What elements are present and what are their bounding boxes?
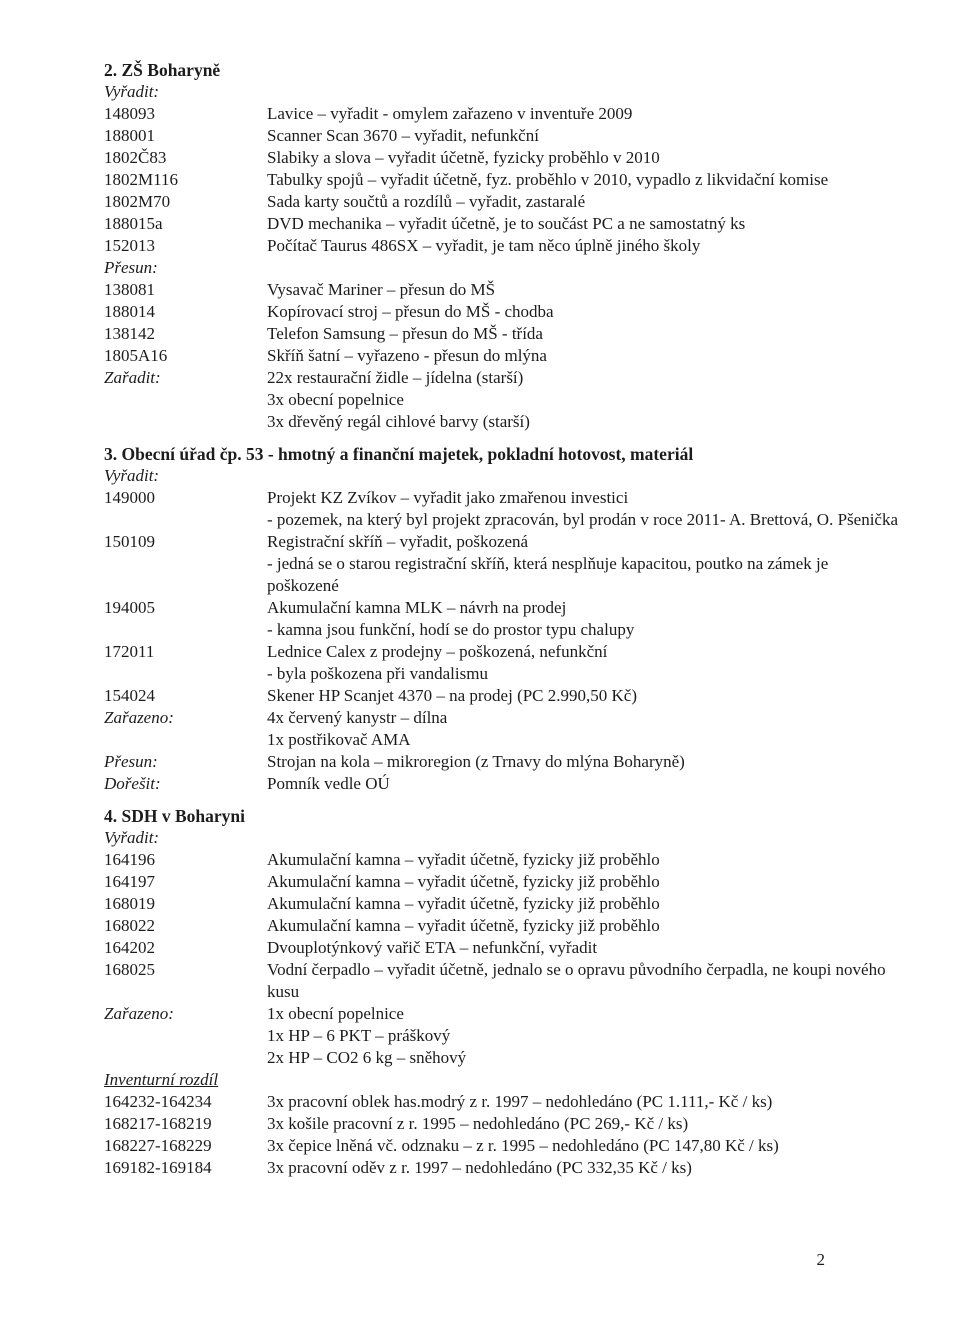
item-description: - kamna jsou funkční, hodí se do prostor typu chalupy	[267, 620, 635, 639]
item-description: 1x HP – 6 PKT – práškový	[267, 1026, 451, 1045]
inventory-row	[104, 323, 904, 345]
item-description: Telefon Samsung – přesun do MŠ - třída	[267, 324, 543, 343]
item-code: 154024	[104, 686, 155, 705]
inventory-row	[104, 827, 904, 849]
inventory-row	[104, 619, 904, 641]
item-description: Kopírovací stroj – přesun do MŠ - chodba	[267, 302, 554, 321]
item-code: 148093	[104, 104, 155, 123]
row-label: Přesun:	[104, 258, 158, 277]
item-description: Lednice Calex z prodejny – poškozená, nefunkční	[267, 642, 608, 661]
item-code: 188001	[104, 126, 155, 145]
item-code: 172011	[104, 642, 155, 661]
section-heading: 2. ZŠ Boharyně	[104, 60, 221, 80]
inventory-row	[104, 849, 904, 871]
row-label: Dořešit:	[104, 774, 161, 793]
item-description: Sada karty součtů a rozdílů – vyřadit, zastaralé	[267, 192, 586, 211]
item-code: 1802M70	[104, 192, 171, 211]
inventory-row	[104, 367, 904, 389]
item-description: Strojan na kola – mikroregion (z Trnavy do mlýna Boharyně)	[267, 752, 685, 771]
item-code: 149000	[104, 488, 155, 507]
item-description: - jedná se o starou registrační skříň, která nesplňuje kapacitou, poutko na zámek je poškozené	[267, 554, 829, 595]
inventory-row	[104, 531, 904, 553]
item-description: Dvouplotýnkový vařič ETA – nefunkční, vyřadit	[267, 938, 598, 957]
item-code: 152013	[104, 236, 155, 255]
item-code: 168019	[104, 894, 155, 913]
item-code	[104, 1025, 267, 1047]
inventory-row	[104, 1047, 904, 1069]
item-description: Lavice – vyřadit - omylem zařazeno v inventuře 2009	[267, 104, 633, 123]
item-description: Scanner Scan 3670 – vyřadit, nefunkční	[267, 126, 539, 145]
inventory-row	[104, 773, 904, 795]
inventory-row	[104, 81, 904, 103]
item-description: Skříň šatní – vyřazeno - přesun do mlýna	[267, 346, 547, 365]
inventory-row	[104, 959, 904, 1003]
inventory-row	[104, 663, 904, 685]
row-label: Zařadit:	[104, 368, 161, 387]
row-label: Přesun:	[104, 752, 158, 771]
inventory-row	[104, 641, 904, 663]
row-label: Inventurní rozdíl	[104, 1070, 219, 1089]
page-number: 2	[816, 1250, 825, 1269]
item-code	[104, 411, 267, 433]
document-content	[104, 59, 904, 1189]
item-code: 168227-168229	[104, 1136, 212, 1155]
item-code	[104, 619, 267, 641]
item-description: - byla poškozena při vandalismu	[267, 664, 488, 683]
section	[104, 805, 904, 1179]
item-code: 1805A16	[104, 346, 168, 365]
item-code: 1802M116	[104, 170, 178, 189]
item-description: 3x košile pracovní z r. 1995 – nedohledáno (PC 269,- Kč / ks)	[267, 1114, 689, 1133]
item-description: Vodní čerpadlo – vyřadit účetně, jednalo se o opravu původního čerpadla, ne koupi nového kusu	[267, 960, 886, 1001]
item-code: 138142	[104, 324, 155, 343]
inventory-row	[104, 213, 904, 235]
item-description: Akumulační kamna – vyřadit účetně, fyzicky již proběhlo	[267, 872, 660, 891]
section	[104, 443, 904, 795]
item-code: 188014	[104, 302, 155, 321]
item-description: Tabulky spojů – vyřadit účetně, fyz. proběhlo v 2010, vypadlo z likvidační komise	[267, 170, 829, 189]
inventory-row	[104, 1113, 904, 1135]
item-description: Vysavač Mariner – přesun do MŠ	[267, 280, 496, 299]
item-description: 3x obecní popelnice	[267, 390, 404, 409]
inventory-row	[104, 147, 904, 169]
inventory-row	[104, 509, 904, 531]
section-heading: 4. SDH v Boharyni	[104, 806, 245, 826]
inventory-row	[104, 411, 904, 433]
inventory-row	[104, 169, 904, 191]
item-code: 194005	[104, 598, 155, 617]
item-description: Akumulační kamna MLK – návrh na prodej	[267, 598, 567, 617]
item-description: 3x pracovní oblek has.modrý z r. 1997 – nedohledáno (PC 1.111,- Kč / ks)	[267, 1092, 773, 1111]
item-code: 168025	[104, 960, 155, 979]
item-code	[104, 663, 267, 685]
inventory-row	[104, 1025, 904, 1047]
inventory-row	[104, 389, 904, 411]
inventory-row	[104, 1157, 904, 1179]
inventory-row	[104, 235, 904, 257]
item-description	[267, 257, 904, 279]
item-code: 169182-169184	[104, 1158, 212, 1177]
item-description: - pozemek, na který byl projekt zpracován, byl prodán v roce 2011- A. Brettová, O. Pšenička	[267, 510, 899, 529]
item-description: 1x obecní popelnice	[267, 1004, 404, 1023]
item-description: Slabiky a slova – vyřadit účetně, fyzicky proběhlo v 2010	[267, 148, 660, 167]
item-description: 3x pracovní oděv z r. 1997 – nedohledáno (PC 332,35 Kč / ks)	[267, 1158, 692, 1177]
item-description: DVD mechanika – vyřadit účetně, je to součást PC a ne samostatný ks	[267, 214, 746, 233]
item-description: 1x postřikovač AMA	[267, 730, 411, 749]
item-code: 164196	[104, 850, 155, 869]
item-code: 188015a	[104, 214, 163, 233]
item-description: Počítač Taurus 486SX – vyřadit, je tam něco úplně jiného školy	[267, 236, 701, 255]
item-description: Registrační skříň – vyřadit, poškozená	[267, 532, 529, 551]
item-code	[104, 509, 267, 531]
item-code	[104, 1047, 267, 1069]
inventory-row	[104, 871, 904, 893]
inventory-row	[104, 751, 904, 773]
item-code: 168022	[104, 916, 155, 935]
inventory-row	[104, 893, 904, 915]
item-description: 2x HP – CO2 6 kg – sněhový	[267, 1048, 467, 1067]
inventory-row	[104, 345, 904, 367]
item-code: 164232-164234	[104, 1092, 212, 1111]
inventory-row	[104, 103, 904, 125]
item-code: 168217-168219	[104, 1114, 212, 1133]
inventory-row	[104, 191, 904, 213]
inventory-row	[104, 257, 904, 279]
item-description: Skener HP Scanjet 4370 – na prodej (PC 2.990,50 Kč)	[267, 686, 638, 705]
row-label: Zařazeno:	[104, 708, 174, 727]
inventory-row	[104, 707, 904, 729]
row-label: Vyřadit:	[104, 828, 160, 847]
inventory-row	[104, 1003, 904, 1025]
item-description: Akumulační kamna – vyřadit účetně, fyzicky již proběhlo	[267, 916, 660, 935]
inventory-row	[104, 915, 904, 937]
item-description	[267, 81, 904, 103]
item-code: 164202	[104, 938, 155, 957]
inventory-row	[104, 553, 904, 597]
item-code	[104, 729, 267, 751]
inventory-row	[104, 1135, 904, 1157]
section	[104, 59, 904, 433]
item-description	[267, 1069, 904, 1091]
inventory-row	[104, 1069, 904, 1091]
item-description: 4x červený kanystr – dílna	[267, 708, 448, 727]
inventory-row	[104, 301, 904, 323]
item-code: 150109	[104, 532, 155, 551]
inventory-row	[104, 937, 904, 959]
item-code	[104, 389, 267, 411]
inventory-row	[104, 685, 904, 707]
inventory-row	[104, 1091, 904, 1113]
item-description: Akumulační kamna – vyřadit účetně, fyzicky již proběhlo	[267, 894, 660, 913]
item-description: 22x restaurační židle – jídelna (starší)	[267, 368, 524, 387]
item-code	[104, 553, 267, 597]
item-description: Projekt KZ Zvíkov – vyřadit jako zmařenou investici	[267, 488, 629, 507]
row-label: Zařazeno:	[104, 1004, 174, 1023]
inventory-row	[104, 487, 904, 509]
inventory-row	[104, 729, 904, 751]
inventory-row	[104, 465, 904, 487]
item-description: 3x čepice lněná vč. odznaku – z r. 1995 – nedohledáno (PC 147,80 Kč / ks)	[267, 1136, 779, 1155]
inventory-row	[104, 597, 904, 619]
row-label: Vyřadit:	[104, 466, 160, 485]
item-description: 3x dřevěný regál cihlové barvy (starší)	[267, 412, 530, 431]
item-description: Pomník vedle OÚ	[267, 774, 390, 793]
inventory-row	[104, 279, 904, 301]
item-code: 1802Č83	[104, 148, 167, 167]
inventory-row	[104, 125, 904, 147]
item-description	[267, 827, 904, 849]
item-code: 138081	[104, 280, 155, 299]
row-label: Vyřadit:	[104, 82, 160, 101]
section-heading: 3. Obecní úřad čp. 53 - hmotný a finanční majetek, pokladní hotovost, materiál	[104, 444, 694, 464]
item-code: 164197	[104, 872, 155, 891]
item-description	[267, 465, 904, 487]
item-description: Akumulační kamna – vyřadit účetně, fyzicky již proběhlo	[267, 850, 660, 869]
